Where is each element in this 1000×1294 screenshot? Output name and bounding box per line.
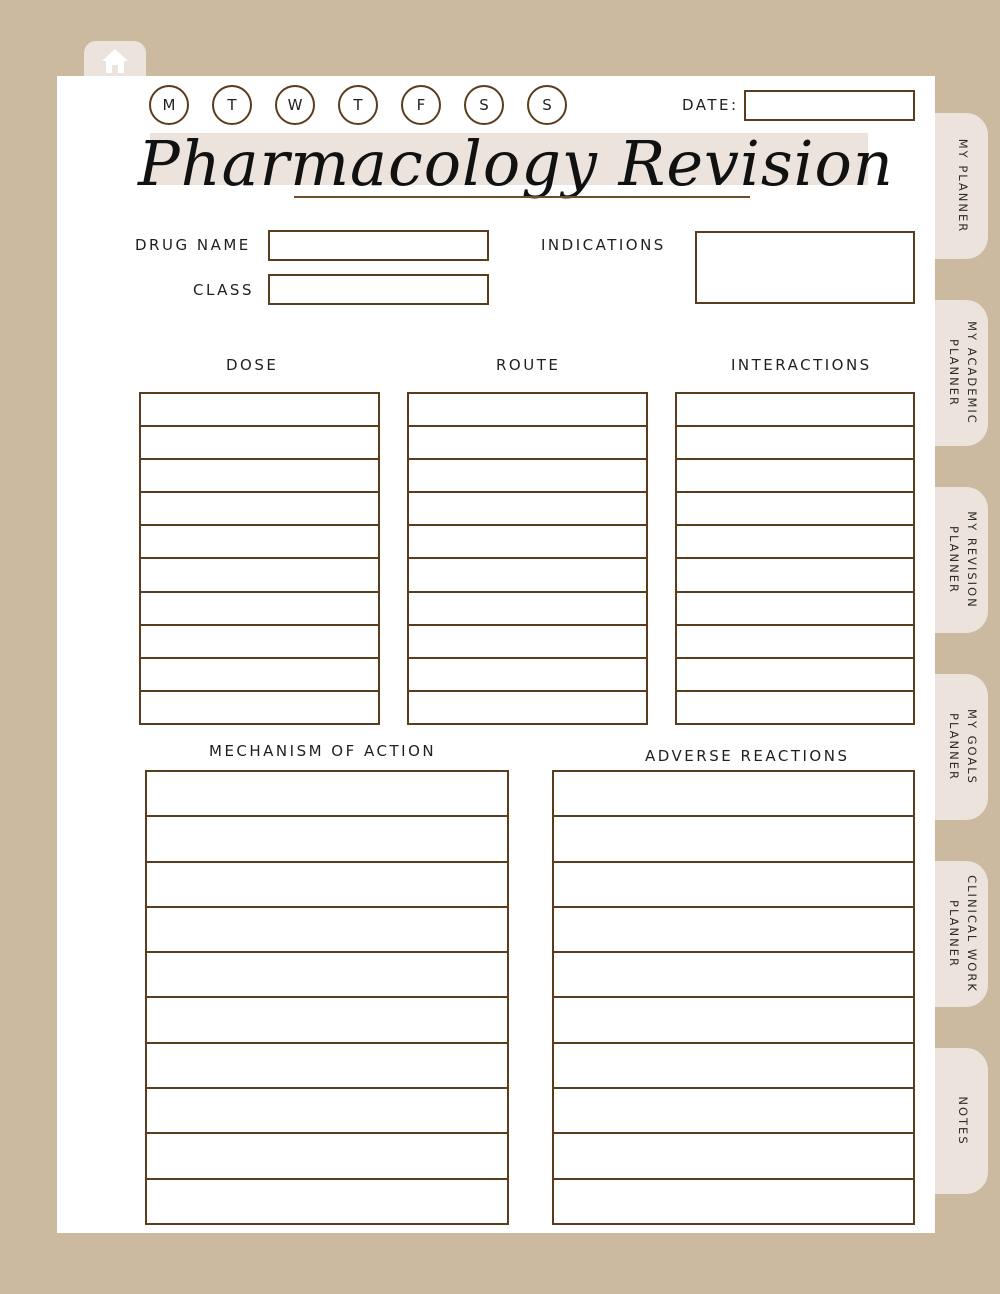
- title-underline: [294, 196, 750, 198]
- drug-name-field[interactable]: [268, 230, 489, 261]
- table-row[interactable]: [409, 460, 646, 493]
- table-row[interactable]: [554, 817, 913, 862]
- home-icon: [100, 47, 130, 75]
- table-row[interactable]: [409, 559, 646, 592]
- adverse-table[interactable]: [552, 770, 915, 1225]
- table-row[interactable]: [554, 1134, 913, 1179]
- tab-notes[interactable]: [935, 1048, 988, 1194]
- table-row[interactable]: [677, 526, 913, 559]
- table-row[interactable]: [554, 1180, 913, 1223]
- table-row[interactable]: [554, 998, 913, 1043]
- dose-heading: DOSE: [226, 356, 279, 374]
- table-row[interactable]: [554, 1044, 913, 1089]
- class-field[interactable]: [268, 274, 489, 305]
- tab-label: MY PLANNER: [955, 138, 970, 234]
- table-row[interactable]: [147, 1089, 507, 1134]
- table-row[interactable]: [409, 626, 646, 659]
- table-row[interactable]: [409, 659, 646, 692]
- table-row[interactable]: [677, 659, 913, 692]
- table-row[interactable]: [141, 692, 378, 723]
- tab-my-goals-planner[interactable]: [935, 674, 988, 820]
- page-title: Pharmacology Revision: [138, 127, 894, 200]
- day-circle-thursday[interactable]: T: [338, 85, 378, 125]
- drug-name-label: DRUG NAME: [135, 236, 251, 254]
- day-circle-saturday[interactable]: S: [464, 85, 504, 125]
- tab-label: CLINICAL WORK PLANNER: [946, 875, 979, 993]
- table-row[interactable]: [677, 692, 913, 723]
- tab-my-academic-planner[interactable]: [935, 300, 988, 446]
- tab-clinical-work-planner[interactable]: [935, 861, 988, 1007]
- table-row[interactable]: [677, 493, 913, 526]
- table-row[interactable]: [554, 908, 913, 953]
- table-row[interactable]: [141, 394, 378, 427]
- indications-label: INDICATIONS: [541, 236, 666, 254]
- table-row[interactable]: [554, 1089, 913, 1134]
- table-row[interactable]: [147, 998, 507, 1043]
- table-row[interactable]: [147, 1134, 507, 1179]
- day-circle-sunday[interactable]: S: [527, 85, 567, 125]
- table-row[interactable]: [554, 863, 913, 908]
- class-label: CLASS: [193, 281, 254, 299]
- tab-my-revision-planner[interactable]: [935, 487, 988, 633]
- day-circle-wednesday[interactable]: W: [275, 85, 315, 125]
- table-row[interactable]: [677, 626, 913, 659]
- table-row[interactable]: [147, 1180, 507, 1223]
- tab-label: MY REVISION PLANNER: [946, 511, 979, 609]
- table-row[interactable]: [677, 559, 913, 592]
- table-row[interactable]: [141, 493, 378, 526]
- table-row[interactable]: [141, 526, 378, 559]
- route-table[interactable]: [407, 392, 648, 725]
- tab-label: MY ACADEMIC PLANNER: [946, 321, 979, 425]
- day-circle-friday[interactable]: F: [401, 85, 441, 125]
- table-row[interactable]: [409, 493, 646, 526]
- tab-label: NOTES: [955, 1096, 970, 1146]
- mechanism-heading: MECHANISM OF ACTION: [209, 742, 437, 760]
- date-field[interactable]: [744, 90, 915, 121]
- table-row[interactable]: [677, 427, 913, 460]
- table-row[interactable]: [141, 427, 378, 460]
- table-row[interactable]: [147, 908, 507, 953]
- interactions-table[interactable]: [675, 392, 915, 725]
- table-row[interactable]: [409, 593, 646, 626]
- table-row[interactable]: [141, 460, 378, 493]
- interactions-heading: INTERACTIONS: [731, 356, 872, 374]
- table-row[interactable]: [147, 817, 507, 862]
- mechanism-table[interactable]: [145, 770, 509, 1225]
- tab-my-planner[interactable]: [935, 113, 988, 259]
- table-row[interactable]: [141, 626, 378, 659]
- table-row[interactable]: [147, 772, 507, 817]
- table-row[interactable]: [141, 559, 378, 592]
- table-row[interactable]: [147, 863, 507, 908]
- date-label: DATE:: [682, 96, 739, 114]
- table-row[interactable]: [409, 526, 646, 559]
- table-row[interactable]: [554, 772, 913, 817]
- table-row[interactable]: [677, 460, 913, 493]
- tab-label: MY GOALS PLANNER: [946, 709, 979, 785]
- day-circle-tuesday[interactable]: T: [212, 85, 252, 125]
- table-row[interactable]: [554, 953, 913, 998]
- day-circle-monday[interactable]: M: [149, 85, 189, 125]
- table-row[interactable]: [409, 427, 646, 460]
- table-row[interactable]: [141, 593, 378, 626]
- table-row[interactable]: [677, 593, 913, 626]
- table-row[interactable]: [677, 394, 913, 427]
- route-heading: ROUTE: [496, 356, 561, 374]
- adverse-heading: ADVERSE REACTIONS: [645, 747, 850, 765]
- table-row[interactable]: [409, 692, 646, 723]
- indications-field[interactable]: [695, 231, 915, 304]
- table-row[interactable]: [147, 1044, 507, 1089]
- dose-table[interactable]: [139, 392, 380, 725]
- table-row[interactable]: [141, 659, 378, 692]
- table-row[interactable]: [147, 953, 507, 998]
- table-row[interactable]: [409, 394, 646, 427]
